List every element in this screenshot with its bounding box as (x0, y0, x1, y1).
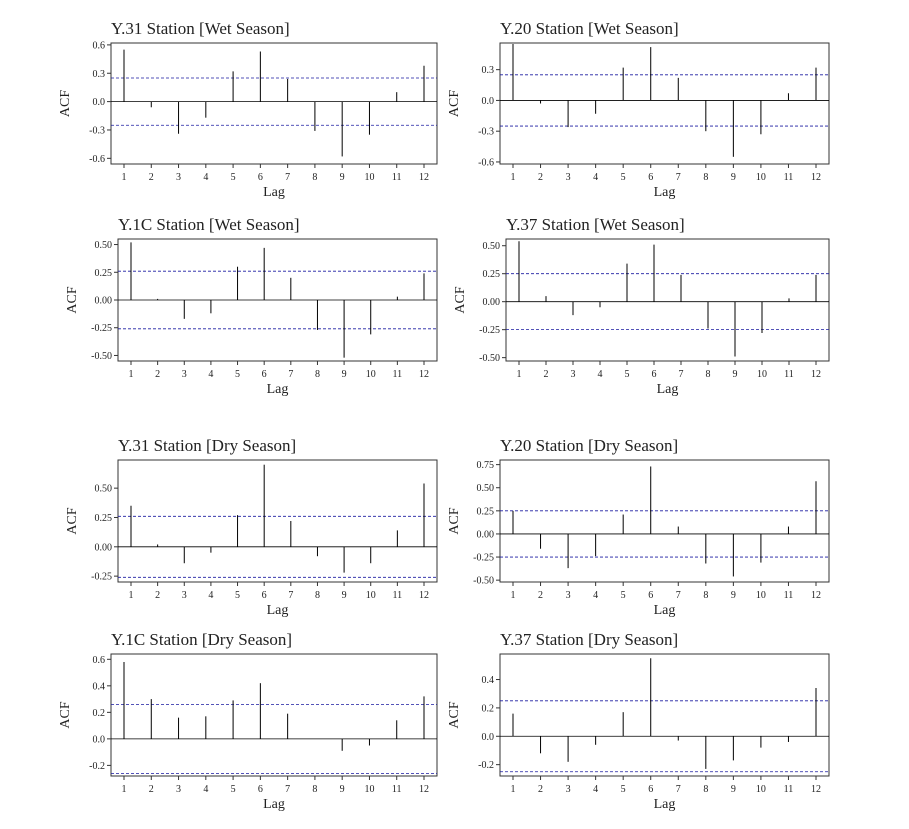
x-tick-label: 8 (314, 369, 320, 380)
panel-title: Y.20 Station [Dry Season] (500, 436, 679, 455)
x-axis-label: Lag (263, 185, 285, 200)
x-tick-label: 10 (755, 172, 766, 183)
y-tick-label: 0.00 (94, 295, 112, 307)
x-tick-label: 6 (257, 172, 263, 183)
y-tick-label: 0.6 (92, 654, 105, 666)
y-axis-label: ACF (65, 286, 80, 314)
x-axis-label: Lag (653, 603, 676, 618)
y-axis-label: ACF (447, 507, 462, 535)
x-axis-label: Lag (266, 382, 289, 397)
x-tick-label: 11 (783, 784, 794, 795)
x-tick-label: 1 (516, 369, 522, 380)
x-tick-label: 5 (235, 369, 241, 380)
x-tick-label: 4 (593, 784, 599, 795)
x-tick-label: 2 (155, 369, 161, 380)
x-tick-label: 8 (312, 172, 318, 183)
y-axis-label: ACF (58, 89, 73, 118)
y-tick-label: 0.0 (92, 97, 105, 109)
x-tick-label: 1 (510, 784, 516, 795)
acf-panel (447, 19, 829, 200)
x-tick-label: 11 (784, 369, 794, 380)
acf-panel (453, 215, 829, 397)
x-tick-label: 5 (230, 784, 236, 795)
y-tick-label: 0.25 (94, 512, 112, 524)
x-tick-label: 3 (176, 172, 182, 183)
x-tick-label: 6 (261, 369, 267, 380)
x-tick-label: 3 (565, 590, 571, 601)
y-tick-label: 0.00 (476, 529, 494, 541)
x-tick-label: 6 (648, 172, 654, 183)
x-tick-label: 7 (288, 590, 294, 601)
x-tick-label: 6 (261, 590, 267, 601)
y-tick-label: 0.0 (481, 95, 494, 107)
x-tick-label: 5 (620, 784, 626, 795)
y-tick-label: -0.25 (473, 552, 494, 564)
x-tick-label: 4 (203, 172, 209, 183)
x-tick-label: 9 (730, 172, 736, 183)
y-axis-label: ACF (65, 507, 80, 535)
plot-frame (500, 460, 829, 582)
y-tick-label: 0.50 (94, 240, 112, 252)
y-tick-label: 0.50 (482, 241, 500, 253)
y-tick-label: 0.75 (476, 460, 494, 472)
x-tick-label: 2 (148, 784, 154, 795)
y-tick-label: 0.0 (92, 734, 105, 746)
x-tick-label: 4 (593, 172, 599, 183)
x-tick-label: 5 (620, 172, 626, 183)
y-tick-label: 0.25 (94, 267, 112, 279)
x-tick-label: 1 (121, 172, 127, 183)
x-axis-label: Lag (653, 797, 676, 812)
y-tick-label: -0.6 (478, 157, 494, 169)
x-tick-label: 12 (419, 369, 429, 380)
y-axis-label: ACF (447, 89, 462, 118)
x-tick-label: 12 (419, 172, 429, 183)
x-tick-label: 4 (203, 784, 209, 795)
y-tick-label: -0.25 (91, 571, 112, 583)
x-tick-label: 3 (176, 784, 182, 795)
x-tick-label: 12 (811, 784, 821, 795)
x-tick-label: 12 (811, 172, 821, 183)
acf-panel (58, 19, 437, 200)
x-tick-label: 9 (730, 784, 736, 795)
x-tick-label: 2 (543, 369, 549, 380)
x-tick-label: 4 (208, 590, 214, 601)
plot-frame (500, 654, 829, 776)
panel-title: Y.31 Station [Wet Season] (111, 19, 290, 38)
y-axis-label: ACF (447, 701, 462, 729)
x-tick-label: 11 (392, 590, 403, 601)
panel-title: Y.37 Station [Wet Season] (506, 215, 685, 234)
x-tick-label: 10 (365, 590, 376, 601)
y-tick-label: 0.2 (92, 707, 105, 719)
x-tick-label: 10 (755, 784, 766, 795)
x-tick-label: 8 (703, 590, 709, 601)
x-tick-label: 7 (675, 784, 681, 795)
x-tick-label: 2 (155, 590, 161, 601)
x-tick-label: 7 (678, 369, 684, 380)
x-axis-label: Lag (653, 185, 676, 200)
x-tick-label: 2 (538, 590, 544, 601)
x-tick-label: 10 (364, 172, 375, 183)
y-tick-label: 0.3 (92, 68, 105, 80)
y-tick-label: -0.50 (479, 353, 500, 365)
plot-frame (506, 239, 829, 361)
y-tick-label: 0.6 (92, 40, 105, 52)
x-tick-label: 2 (538, 172, 544, 183)
y-tick-label: 0.25 (476, 506, 494, 518)
plot-frame (500, 43, 829, 164)
x-tick-label: 11 (783, 590, 794, 601)
x-tick-label: 9 (730, 590, 736, 601)
acf-panel (447, 436, 829, 618)
x-tick-label: 6 (257, 784, 263, 795)
x-tick-label: 7 (285, 172, 291, 183)
y-tick-label: -0.2 (478, 760, 494, 772)
x-tick-label: 12 (419, 590, 429, 601)
x-tick-label: 10 (365, 369, 376, 380)
x-tick-label: 4 (593, 590, 599, 601)
x-tick-label: 3 (565, 784, 571, 795)
x-tick-label: 9 (341, 369, 347, 380)
x-tick-label: 5 (235, 590, 241, 601)
x-tick-label: 9 (339, 172, 345, 183)
panel-title: Y.1C Station [Wet Season] (118, 215, 300, 234)
y-tick-label: 0.3 (481, 65, 494, 77)
x-axis-label: Lag (263, 797, 285, 812)
x-axis-label: Lag (266, 603, 289, 618)
x-tick-label: 1 (510, 172, 516, 183)
x-tick-label: 6 (651, 369, 657, 380)
y-tick-label: -0.25 (479, 325, 500, 337)
x-tick-label: 5 (620, 590, 626, 601)
y-tick-label: 0.4 (92, 681, 105, 693)
x-axis-label: Lag (656, 382, 679, 397)
x-tick-label: 8 (312, 784, 318, 795)
x-tick-label: 6 (648, 590, 654, 601)
y-tick-label: 0.25 (482, 269, 500, 281)
acf-panel (65, 215, 437, 397)
x-tick-label: 9 (341, 590, 347, 601)
x-tick-label: 8 (703, 784, 709, 795)
panel-title: Y.20 Station [Wet Season] (500, 19, 679, 38)
panel-title: Y.31 Station [Dry Season] (118, 436, 297, 455)
y-tick-label: 0.50 (476, 483, 494, 495)
y-tick-label: 0.0 (481, 731, 494, 743)
acf-panel (65, 436, 437, 618)
x-tick-label: 9 (339, 784, 345, 795)
x-tick-label: 7 (288, 369, 294, 380)
plot-frame (111, 654, 437, 776)
x-tick-label: 9 (732, 369, 738, 380)
x-tick-label: 2 (538, 784, 544, 795)
x-tick-label: 8 (703, 172, 709, 183)
y-tick-label: 0.00 (482, 297, 500, 309)
x-tick-label: 3 (565, 172, 571, 183)
x-tick-label: 11 (391, 784, 402, 795)
x-tick-label: 8 (314, 590, 320, 601)
x-tick-label: 10 (364, 784, 375, 795)
x-tick-label: 3 (181, 590, 187, 601)
acf-panel (58, 630, 437, 812)
y-tick-label: -0.2 (89, 760, 105, 772)
x-tick-label: 3 (570, 369, 576, 380)
x-tick-label: 7 (675, 172, 681, 183)
y-tick-label: -0.6 (89, 153, 105, 165)
x-tick-label: 1 (128, 590, 134, 601)
panel-title: Y.1C Station [Dry Season] (111, 630, 293, 649)
x-tick-label: 12 (811, 590, 821, 601)
y-tick-label: -0.3 (89, 125, 105, 137)
x-tick-label: 5 (230, 172, 236, 183)
y-tick-label: -0.25 (91, 323, 112, 335)
x-tick-label: 4 (597, 369, 603, 380)
x-tick-label: 10 (755, 590, 766, 601)
panel-title: Y.37 Station [Dry Season] (500, 630, 679, 649)
y-tick-label: 0.4 (481, 675, 494, 687)
y-axis-label: ACF (453, 286, 468, 314)
x-tick-label: 7 (675, 590, 681, 601)
x-tick-label: 10 (757, 369, 767, 380)
x-tick-label: 1 (128, 369, 134, 380)
x-tick-label: 3 (181, 369, 187, 380)
x-tick-label: 6 (648, 784, 654, 795)
acf-panel (447, 630, 829, 812)
x-tick-label: 1 (510, 590, 516, 601)
x-tick-label: 11 (391, 172, 402, 183)
y-tick-label: -0.3 (478, 126, 494, 138)
plot-frame (111, 43, 437, 164)
y-axis-label: ACF (58, 701, 73, 729)
x-tick-label: 12 (811, 369, 821, 380)
x-tick-label: 2 (148, 172, 154, 183)
x-tick-label: 7 (285, 784, 291, 795)
x-tick-label: 12 (419, 784, 429, 795)
x-tick-label: 1 (121, 784, 127, 795)
x-tick-label: 11 (783, 172, 794, 183)
y-tick-label: 0.50 (94, 483, 112, 495)
x-tick-label: 4 (208, 369, 214, 380)
y-tick-label: -0.50 (91, 350, 112, 362)
x-tick-label: 11 (392, 369, 403, 380)
y-tick-label: -0.50 (473, 575, 494, 587)
x-tick-label: 5 (624, 369, 630, 380)
x-tick-label: 8 (705, 369, 711, 380)
y-tick-label: 0.2 (481, 703, 494, 715)
plot-frame (118, 460, 437, 582)
y-tick-label: 0.00 (94, 542, 112, 554)
